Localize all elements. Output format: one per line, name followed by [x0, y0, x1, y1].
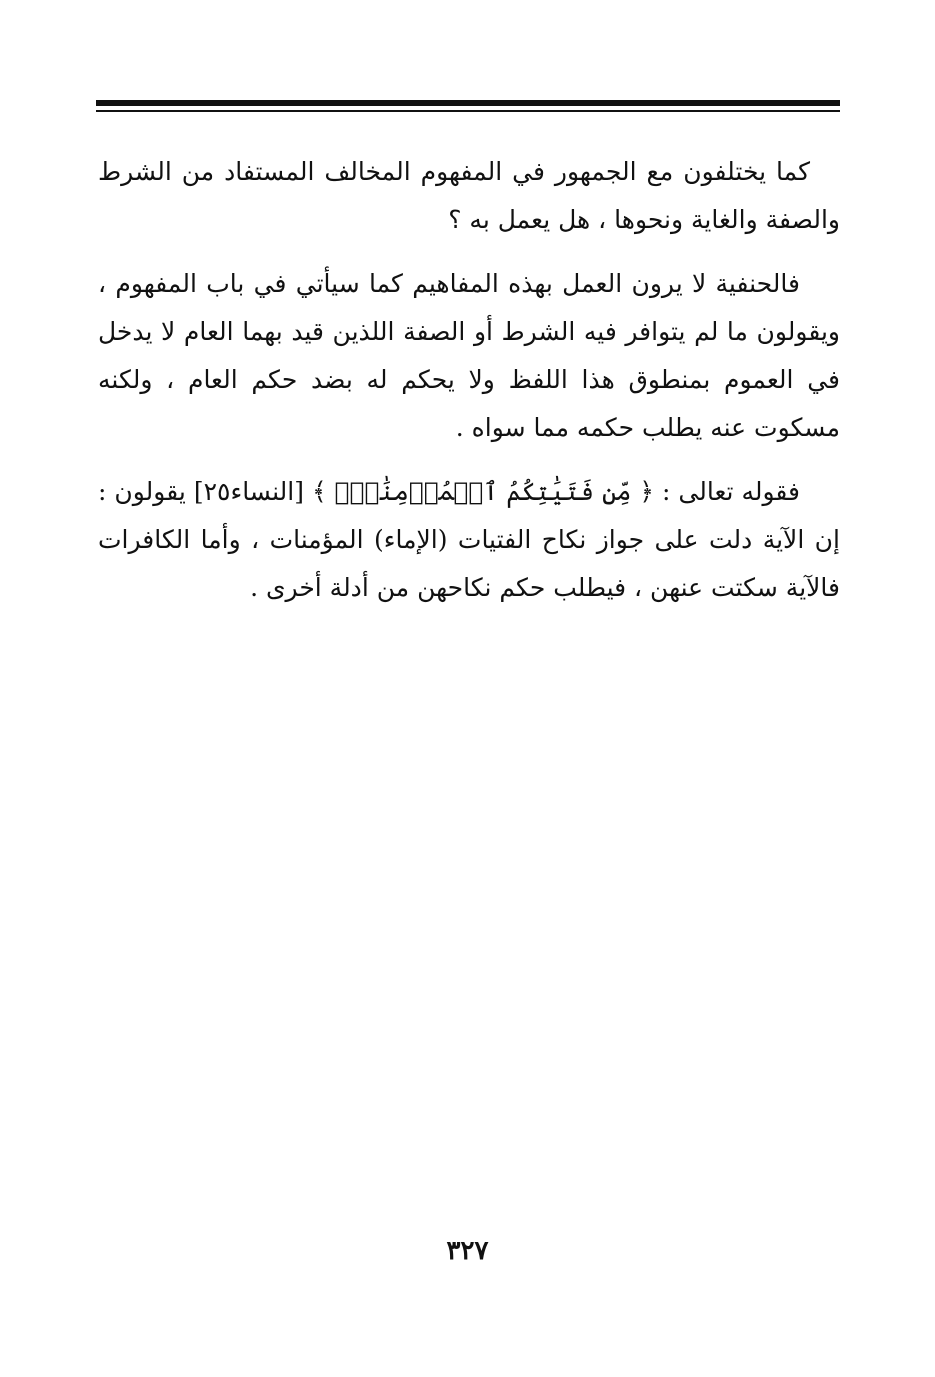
paragraph-3 [98, 468, 840, 612]
paragraph-2: فالحنفية لا يرون العمل بهذه المفاهيم كما سيأتي في باب المفهوم ، ويقولون ما لم يتوافر فيه الشرط أو الصفة اللذين قيد بهما العام لا يدخل في العموم بمنطوق هذا اللفظ ولا يحكم له بضد حكم العام ، ولكنه مسكوت عنه يطلب حكمه مما سواه . [98, 269, 840, 442]
verse-intro: فقوله تعالى : [661, 477, 800, 506]
page-number: ٣٢٧ [446, 1236, 489, 1266]
quran-verse: ﴿ مِّن فَتَيَٰتِكُمُ ٱلۡمُؤۡمِنَٰتِۚ ﴾ [311, 477, 654, 506]
paragraph-1: كما يختلفون مع الجمهور في المفهوم المخالف المستفاد من الشرط والصفة والغاية ونحوها ، هل يعمل به ؟ [98, 157, 840, 234]
body-text [98, 148, 840, 628]
verse-reference: [النساء٢٥] [193, 477, 304, 506]
header-rule-thin [96, 110, 840, 112]
paragraph-3-rest: يقولون : إن الآية دلت على جواز نكاح الفتيات (الإماء) المؤمنات ، وأما الكافرات فالآية سكتت عنهن ، فيطلب حكم نكاحهن من أدلة أخرى . [98, 477, 840, 602]
header-rule-thick [96, 100, 840, 106]
